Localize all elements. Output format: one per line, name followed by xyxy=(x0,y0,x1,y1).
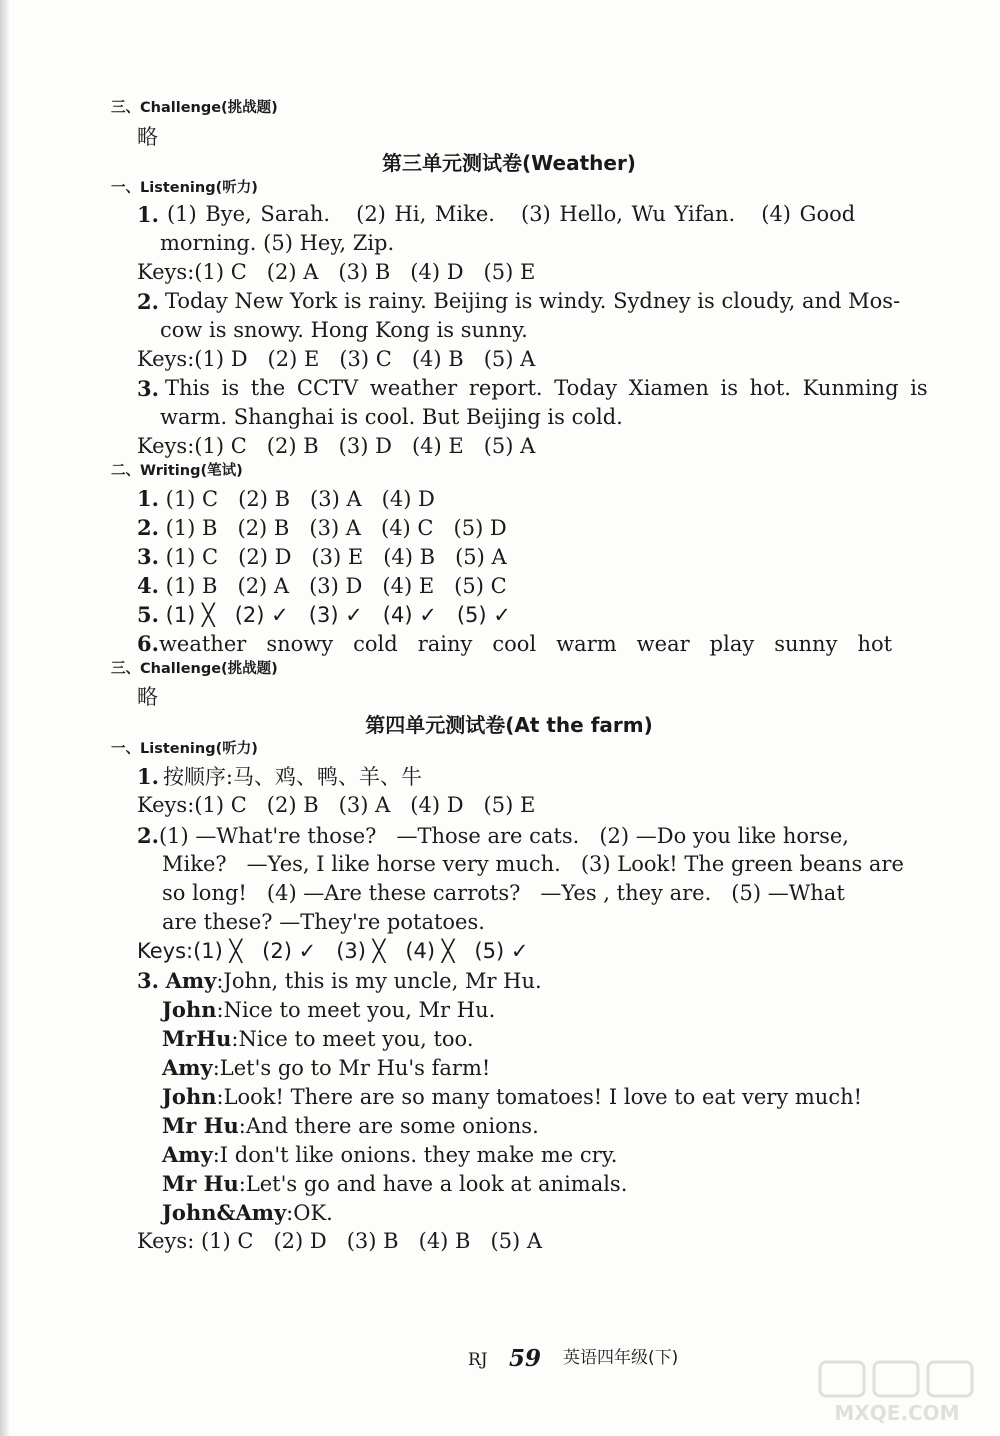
unit3-q2-keys: Keys:(1) D (2) E (3) C (4) B (5) A xyxy=(137,347,536,371)
unit4-q3-keys: Keys: (1) C (2) D (3) B (4) B (5) A xyxy=(137,1229,543,1253)
dialog-row: John:Look! There are so many tomatoes! I love to eat very much! xyxy=(162,1084,863,1109)
speaker: Amy xyxy=(162,1055,213,1080)
unit3-writing-heading: 二、Writing(笔试) xyxy=(111,463,243,479)
unit4-q2-keys xyxy=(137,941,528,962)
question-number: 3. xyxy=(137,544,159,569)
unit3-q1-line2: morning. (5) Hey, Zip. xyxy=(160,231,395,255)
speaker: Amy xyxy=(165,968,217,993)
unit3-q3-line1 xyxy=(137,378,928,399)
unit4-q2-line4: are these? —They're potatoes. xyxy=(162,910,485,934)
unit3-q2-text: Today New York is rainy. Beijing is windy. Sydney is cloudy, and Mos- xyxy=(164,289,901,313)
speaker: Mr Hu xyxy=(162,1171,239,1196)
answer-text: (1) C (2) D (3) E (4) B (5) A xyxy=(165,545,507,569)
dialog-line: Look! There are so many tomatoes! I love to eat very much! xyxy=(223,1085,863,1109)
unit3-w6 xyxy=(137,633,892,655)
dialog-row: Mr Hu:And there are some onions. xyxy=(162,1113,539,1138)
answer-text: weather snowy cold rainy cool warm wear play sunny hot xyxy=(158,632,893,656)
question-number: 2. xyxy=(137,289,159,314)
question-number: 1. xyxy=(137,764,159,789)
answer-text: (1) C (2) B (3) A (4) D xyxy=(165,487,435,511)
watermark-text: MXQE.COM xyxy=(834,1401,960,1425)
question-number: 6. xyxy=(137,631,159,656)
unit4-q1-text: 按顺序:马、鸡、鸭、羊、牛 xyxy=(162,765,423,789)
unit4-title: 第四单元测试卷(At the farm) xyxy=(365,713,653,737)
unit3-q3-text: This is the CCTV weather report. Today Xiamen is hot. Kunming is xyxy=(164,376,928,400)
dialog-line: Let's go and have a look at animals. xyxy=(245,1172,628,1196)
page-number: 59 xyxy=(509,1345,542,1372)
question-number: 4. xyxy=(137,573,159,598)
unit3-w2 xyxy=(137,517,507,539)
unit4-q3-line1: 3. Amy:John, this is my uncle, Mr Hu. xyxy=(137,968,542,993)
unit4-q2-text: (1) —What're those? —Those are cats. (2) —Do you like horse, xyxy=(158,824,849,848)
unit4-q1 xyxy=(137,766,422,788)
dialog-row: Mr Hu:Let's go and have a look at animals. xyxy=(162,1171,628,1196)
unit3-q3-keys: Keys:(1) C (2) B (3) D (4) E (5) A xyxy=(137,434,536,458)
answer-text: (1) ╳ (2) ✓ (3) ✓ (4) ✓ (5) ✓ xyxy=(165,603,511,627)
unit3-q1-line1 xyxy=(137,204,905,225)
unit4-q1-keys: Keys:(1) C (2) B (3) A (4) D (5) E xyxy=(137,793,536,817)
unit3-challenge-answer: 略 xyxy=(137,685,158,709)
question-number: 1. xyxy=(137,486,159,511)
dialog-line: I don't like onions. they make me cry. xyxy=(219,1143,618,1167)
unit4-q2-line1 xyxy=(137,825,849,847)
unit3-q2-line1 xyxy=(137,291,900,312)
answer-text: (1) B (2) A (3) D (4) E (5) C xyxy=(165,574,507,598)
unit3-w3 xyxy=(137,546,507,568)
dialog-row: Amy:Let's go to Mr Hu's farm! xyxy=(162,1055,491,1080)
unit3-q1-text: (1) Bye, Sarah. (2) Hi, Mike. (3) Hello, Wu Yifan. (4) Good xyxy=(166,202,856,226)
question-number: 2. xyxy=(137,823,159,848)
dialog-line: Let's go to Mr Hu's farm! xyxy=(219,1056,491,1080)
question-number: 3. xyxy=(137,376,159,401)
unit3-q2-line2: cow is snowy. Hong Kong is sunny. xyxy=(160,318,528,342)
keys-text: Keys:(1) ╳ (2) ✓ (3) ╳ (4) ╳ (5) ✓ xyxy=(137,939,529,963)
speaker: John xyxy=(162,1084,217,1109)
unit3-w4 xyxy=(137,575,507,597)
unit4-q2-line3: so long! (4) —Are these carrots? —Yes , they are. (5) —What xyxy=(162,881,845,905)
dialog-line: OK. xyxy=(293,1201,333,1225)
unit3-w1 xyxy=(137,488,435,510)
question-number: 3. xyxy=(137,968,159,993)
question-number: 1. xyxy=(137,202,159,227)
dialog-line: John, this is my uncle, Mr Hu. xyxy=(223,969,542,993)
unit4-q2-line2: Mike? —Yes, I like horse very much. (3) Look! The green beans are xyxy=(162,852,904,876)
unit3-q3-line2: warm. Shanghai is cool. But Beijing is cold. xyxy=(160,405,623,429)
unit3-challenge-heading: 三、Challenge(挑战题) xyxy=(111,661,278,677)
footer-subject: 英语四年级(下) xyxy=(563,1348,679,1368)
dialog-line: Nice to meet you, too. xyxy=(238,1027,474,1051)
challenge-answer: 略 xyxy=(137,125,158,149)
dialog-row: John:Nice to meet you, Mr Hu. xyxy=(162,997,496,1022)
unit3-q1-keys: Keys:(1) C (2) A (3) B (4) D (5) E xyxy=(137,260,536,284)
unit3-w5 xyxy=(137,604,511,626)
unit4-listening-heading: 一、Listening(听力) xyxy=(111,741,258,757)
dialog-line: Nice to meet you, Mr Hu. xyxy=(223,998,496,1022)
dialog-row: John&Amy:OK. xyxy=(162,1200,333,1225)
question-number: 2. xyxy=(137,515,159,540)
speaker: MrHu xyxy=(162,1026,232,1051)
speaker: Mr Hu xyxy=(162,1113,239,1138)
speaker: John xyxy=(162,997,217,1022)
dialog-row: MrHu:Nice to meet you, too. xyxy=(162,1026,474,1051)
unit3-listening-heading: 一、Listening(听力) xyxy=(111,180,258,196)
speaker: Amy xyxy=(162,1142,213,1167)
section-heading-challenge: 三、Challenge(挑战题) xyxy=(111,100,278,116)
question-number: 5. xyxy=(137,602,159,627)
dialog-line: And there are some onions. xyxy=(245,1114,539,1138)
speaker: John&Amy xyxy=(162,1200,287,1225)
watermark-logo xyxy=(802,1358,992,1428)
unit3-title: 第三单元测试卷(Weather) xyxy=(382,151,636,175)
footer-series: RJ xyxy=(468,1350,488,1370)
dialog-row: Amy:I don't like onions. they make me cry. xyxy=(162,1142,618,1167)
answer-text: (1) B (2) B (3) A (4) C (5) D xyxy=(165,516,507,540)
